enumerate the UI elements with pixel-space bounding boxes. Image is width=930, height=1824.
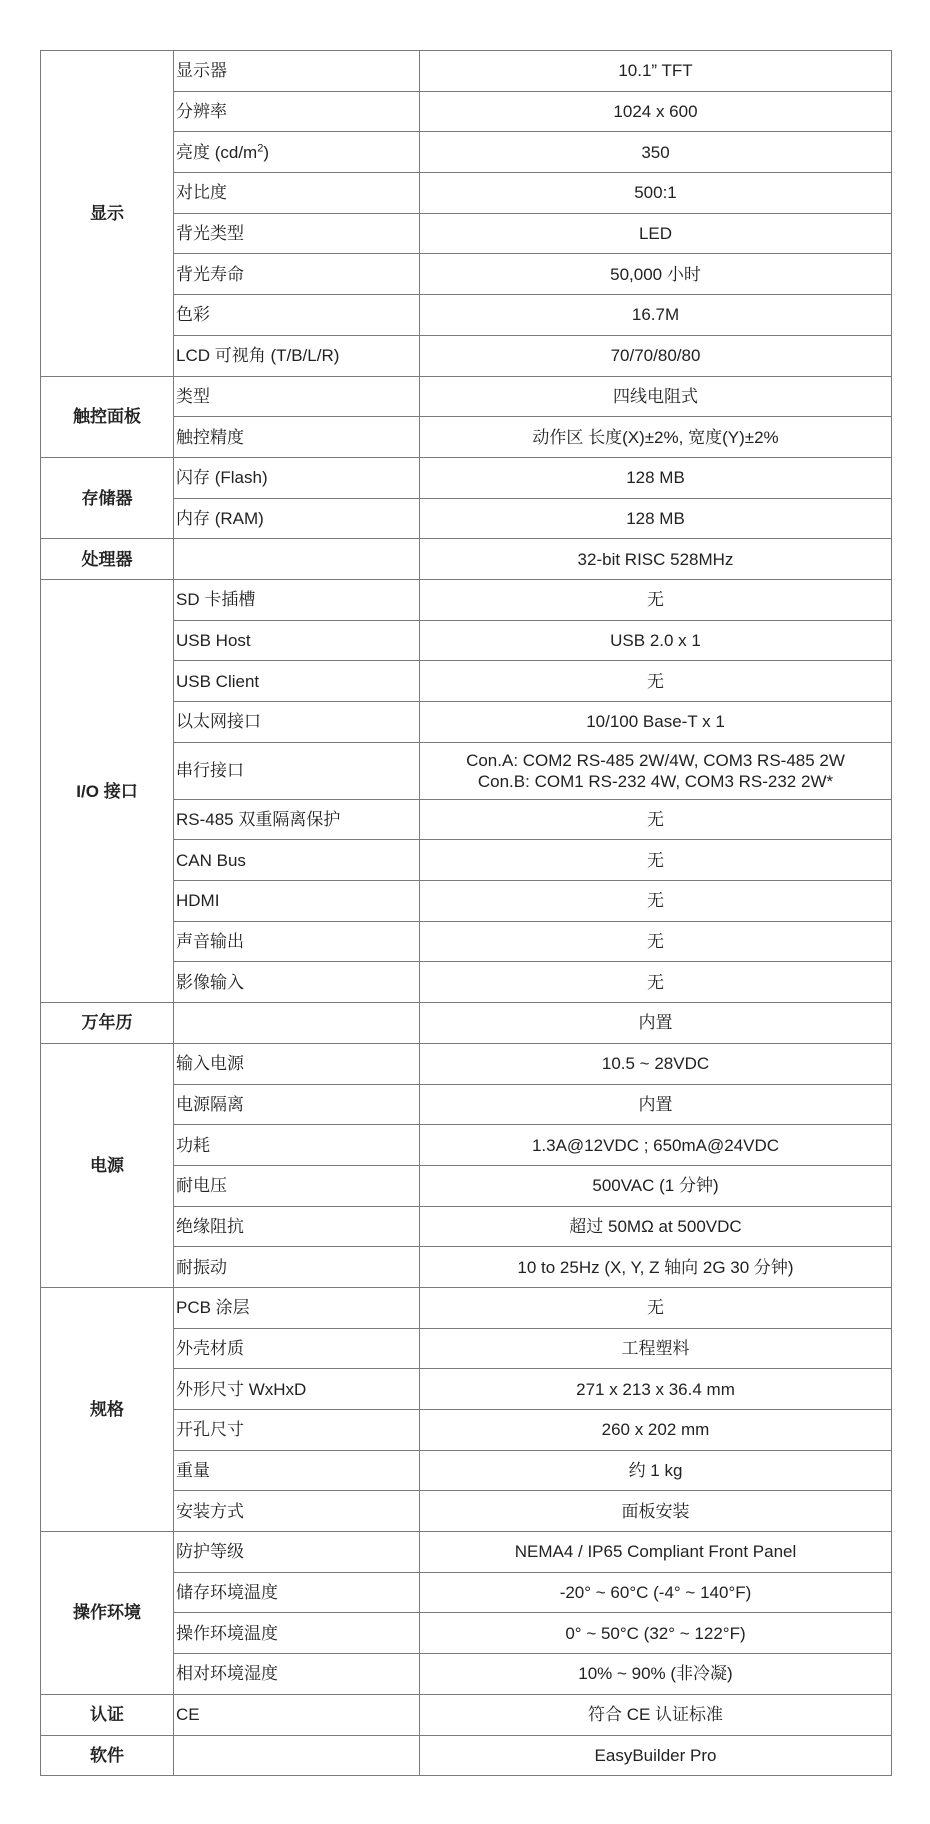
spec-value: 无 <box>420 840 892 881</box>
category-certification: 认证 <box>41 1694 174 1735</box>
spec-label: 开孔尺寸 <box>174 1410 420 1451</box>
category-touch: 触控面板 <box>41 376 174 457</box>
spec-label: 闪存 (Flash) <box>174 457 420 498</box>
spec-value: 内置 <box>420 1003 892 1044</box>
table-row <box>41 1735 892 1776</box>
spec-label: 背光类型 <box>174 213 420 254</box>
spec-label: 外形尺寸 WxHxD <box>174 1369 420 1410</box>
spec-label: 串行接口 <box>174 742 420 799</box>
spec-value: 10% ~ 90% (非冷凝) <box>420 1654 892 1695</box>
category-processor: 处理器 <box>41 539 174 580</box>
spec-value: 1024 x 600 <box>420 91 892 132</box>
spec-value: 内置 <box>420 1084 892 1125</box>
spec-label: 内存 (RAM) <box>174 498 420 539</box>
spec-label: 以太网接口 <box>174 702 420 743</box>
spec-value: 350 <box>420 132 892 173</box>
spec-label: 操作环境温度 <box>174 1613 420 1654</box>
spec-value: 无 <box>420 579 892 620</box>
spec-value: 128 MB <box>420 498 892 539</box>
spec-label: 防护等级 <box>174 1532 420 1573</box>
spec-label: 对比度 <box>174 173 420 214</box>
spec-label: USB Client <box>174 661 420 702</box>
spec-value: 无 <box>420 881 892 922</box>
serial-line-b: Con.B: COM1 RS-232 4W, COM3 RS-232 2W* <box>477 771 834 791</box>
spec-label <box>174 539 420 580</box>
spec-value: -20° ~ 60°C (-4° ~ 140°F) <box>420 1572 892 1613</box>
spec-value <box>420 742 892 799</box>
spec-label: 耐电压 <box>174 1165 420 1206</box>
spec-value: 0° ~ 50°C (32° ~ 122°F) <box>420 1613 892 1654</box>
spec-value: 面板安装 <box>420 1491 892 1532</box>
spec-label: PCB 涂层 <box>174 1287 420 1328</box>
spec-value: 10 to 25Hz (X, Y, Z 轴向 2G 30 分钟) <box>420 1247 892 1288</box>
spec-value: 10/100 Base-T x 1 <box>420 702 892 743</box>
category-io: I/O 接口 <box>41 579 174 1002</box>
category-memory: 存储器 <box>41 457 174 538</box>
spec-label: 电源隔离 <box>174 1084 420 1125</box>
spec-value: 10.5 ~ 28VDC <box>420 1043 892 1084</box>
serial-line-a: Con.A: COM2 RS-485 2W/4W, COM3 RS-485 2W <box>466 750 845 770</box>
table-row <box>41 539 892 580</box>
spec-value: 10.1” TFT <box>420 51 892 92</box>
spec-label: RS-485 双重隔离保护 <box>174 799 420 840</box>
spec-value: NEMA4 / IP65 Compliant Front Panel <box>420 1532 892 1573</box>
table-row <box>41 457 892 498</box>
spec-value: 无 <box>420 962 892 1003</box>
spec-label: 背光寿命 <box>174 254 420 295</box>
table-row <box>41 1043 892 1084</box>
table-row <box>41 1003 892 1044</box>
spec-label: 耐振动 <box>174 1247 420 1288</box>
spec-value: 符合 CE 认证标准 <box>420 1694 892 1735</box>
spec-label: 影像输入 <box>174 962 420 1003</box>
table-row <box>41 1694 892 1735</box>
spec-value: 约 1 kg <box>420 1450 892 1491</box>
spec-value: 无 <box>420 799 892 840</box>
spec-label: 分辨率 <box>174 91 420 132</box>
table-row <box>41 1532 892 1573</box>
spec-label: 类型 <box>174 376 420 417</box>
spec-value: 1.3A@12VDC ; 650mA@24VDC <box>420 1125 892 1166</box>
spec-value: USB 2.0 x 1 <box>420 620 892 661</box>
spec-label: 绝缘阻抗 <box>174 1206 420 1247</box>
table-row <box>41 51 892 92</box>
spec-label: 亮度 $(cd/m^2)$ <box>174 132 420 173</box>
spec-label: SD 卡插槽 <box>174 579 420 620</box>
spec-label: HDMI <box>174 881 420 922</box>
spec-label <box>174 1003 420 1044</box>
spec-label: 色彩 <box>174 295 420 336</box>
spec-table <box>40 50 892 1776</box>
spec-value: 260 x 202 mm <box>420 1410 892 1451</box>
spec-value: 无 <box>420 661 892 702</box>
spec-value: 动作区 长度(X)±2%, 宽度(Y)±2% <box>420 417 892 458</box>
spec-label: 重量 <box>174 1450 420 1491</box>
spec-label: USB Host <box>174 620 420 661</box>
category-software: 软件 <box>41 1735 174 1776</box>
table-row <box>41 1287 892 1328</box>
spec-value: LED <box>420 213 892 254</box>
spec-value: 无 <box>420 921 892 962</box>
spec-value: 128 MB <box>420 457 892 498</box>
spec-label: 功耗 <box>174 1125 420 1166</box>
spec-label: CE <box>174 1694 420 1735</box>
table-row <box>41 579 892 620</box>
spec-value: 70/70/80/80 <box>420 335 892 376</box>
spec-label: 相对环境湿度 <box>174 1654 420 1695</box>
spec-label: 声音输出 <box>174 921 420 962</box>
spec-value: 无 <box>420 1287 892 1328</box>
spec-label: CAN Bus <box>174 840 420 881</box>
spec-value: EasyBuilder Pro <box>420 1735 892 1776</box>
category-spec: 规格 <box>41 1287 174 1531</box>
category-rtc: 万年历 <box>41 1003 174 1044</box>
category-environment: 操作环境 <box>41 1532 174 1695</box>
spec-label <box>174 1735 420 1776</box>
spec-value: 500:1 <box>420 173 892 214</box>
spec-value: 32-bit RISC 528MHz <box>420 539 892 580</box>
spec-label: 储存环境温度 <box>174 1572 420 1613</box>
spec-label: 输入电源 <box>174 1043 420 1084</box>
table-row <box>41 376 892 417</box>
spec-value: 271 x 213 x 36.4 mm <box>420 1369 892 1410</box>
spec-value: 四线电阻式 <box>420 376 892 417</box>
spec-label: 外壳材质 <box>174 1328 420 1369</box>
spec-label: 触控精度 <box>174 417 420 458</box>
spec-value: 50,000 小时 <box>420 254 892 295</box>
spec-value: 工程塑料 <box>420 1328 892 1369</box>
spec-label: LCD 可视角 (T/B/L/R) <box>174 335 420 376</box>
spec-label: 显示器 <box>174 51 420 92</box>
spec-label: 安装方式 <box>174 1491 420 1532</box>
category-display: 显示 <box>41 51 174 377</box>
spec-value: 16.7M <box>420 295 892 336</box>
category-power: 电源 <box>41 1043 174 1287</box>
spec-value: 500VAC (1 分钟) <box>420 1165 892 1206</box>
spec-value: 超过 50MΩ at 500VDC <box>420 1206 892 1247</box>
